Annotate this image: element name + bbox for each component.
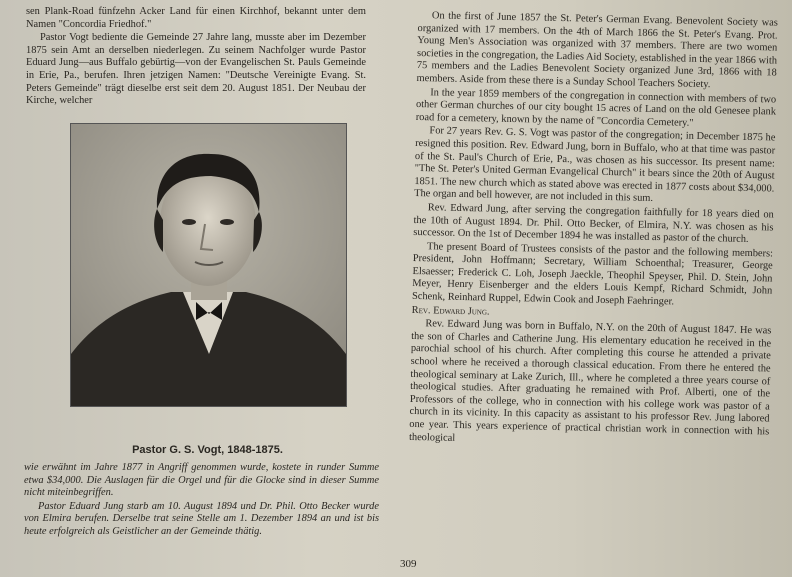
paragraph: Rev. Edward Jung, after serving the congregation faithfully for 18 years died on the 10th of August 1894. Dr. Phil. Otto Becker, of Elmira, N.Y. was chosen as his successor. On the 1st of December 1894 he was installed as pastor of the church.: [413, 202, 774, 246]
left-column-bottom: [24, 462, 379, 540]
photo-caption: Pastor G. S. Vogt, 1848-1875.: [132, 444, 283, 456]
section-heading: Rev. Edward Jung.: [411, 304, 490, 318]
right-column: [409, 10, 778, 453]
left-column-top: [26, 6, 366, 109]
paragraph: sen Plank-Road fünfzehn Acker Land für einen Kirchhof, bekannt unter dem Namen "Concordia Friedhof.": [26, 6, 366, 30]
paragraph: Pastor Vogt bediente die Gemeinde 27 Jahre lang, musste aber im Dezember 1875 sein Amt an derselben niederlegen. Zu seinem Nachfolger wurde Pastor Eduard Jung—aus Buffalo gebürtig—von der Evangelischen St. Pauls Gemeinde in Erie, Pa., berufen. Ihren jetzigen Namen: "Deutsche Vereinigte Evang. St. Peters Gemeinde" trägt dieselbe erst seit dem 20. August 1851. Der Neubau der Kirche, welcher: [26, 32, 366, 107]
paragraph: On the first of June 1857 the St. Peter's German Evang. Benevolent Society was organized with 17 members. On the 4th of March 1866 the St. Peter's Evang. Prot. Young Men's Association was organized with 37 members. There are two women societies in the congregation, the Ladies Aid Society, established in the year 1866 with 75 members and the Ladies Benevolent Society organized June 3rd, 1866 with 18 members. Aside from these there is a Sunday School Teachers Society.: [416, 10, 778, 91]
portrait-image: [71, 124, 346, 406]
paragraph: The present Board of Trustees consists of the pastor and the following members: President, John Hoffmann; Secretary, William Schoenthal; Treasurer, George Elsaesser; Frederick C. Loh, Joseph Jaeckle, Theophil Speyser, Phil. D. Stein, John Meyer, Henry Eisenberger and the elders Louis Kempf, Richard Schmidt, John Schenk, Reinhard Ruppel, Edwin Cook and Joseph Faehringer.: [411, 240, 774, 308]
paragraph: For 27 years Rev. G. S. Vogt was pastor of the congregation; in December 1875 he resigned this position. Rev. Edward Jung, born in Buffalo, who at that time was pastor of the St. Paul's Church of Erie, Pa., was chosen as his successor. Its present name: "The St. Peter's United German Evangelical Church" it bears since the 20th of August 1851. The new church which as stated above was erected in 1877 costs about $34,000. The organ and bell however, are not included in this sum.: [414, 125, 776, 205]
paragraph: Pastor Eduard Jung starb am 10. August 1894 und Dr. Phil. Otto Becker wurde von Elmira berufen. Derselbe trat seine Stelle am 1. Dezember 1894 an und ist bis heute erfolgreich als Geistlicher an der Gemeinde thätig.: [24, 500, 379, 537]
paragraph: Rev. Edward Jung was born in Buffalo, N.Y. on the 20th of August 1847. He was the son of Charles and Catherine Jung. His elementary education he received in the parochial school of his church. After completing this course he attended a private school where he received a thorough classical education. From there he entered the theological seminary at Lake Zurich, Ill., where he completed a three years course of theological studies. After graduating he remained with Prof. Alberti, one of the Professors of the college, who in connection with his college work was pastor of a church in its vicinity. In this capacity as assistant to his professor Rev. Jung labored one year. This years experience of practical christian work in connection with his theological: [408, 318, 772, 444]
paragraph: wie erwähnt im Jahre 1877 in Angriff genommen wurde, kostete in runder Summe etwa $34,000. Die Auslagen für die Orgel und für die Glocke sind in dieser Summe nicht miteinbegriffen.: [24, 462, 379, 499]
page-number: 309: [400, 558, 417, 570]
paragraph: In the year 1859 members of the congregation in connection with members of two other German churches of our city bought 15 acres of Land on the old Genesee plank road for a cemetery, known by the name of "Concordia Cemetery.": [415, 86, 777, 129]
portrait-photo: [70, 123, 347, 407]
